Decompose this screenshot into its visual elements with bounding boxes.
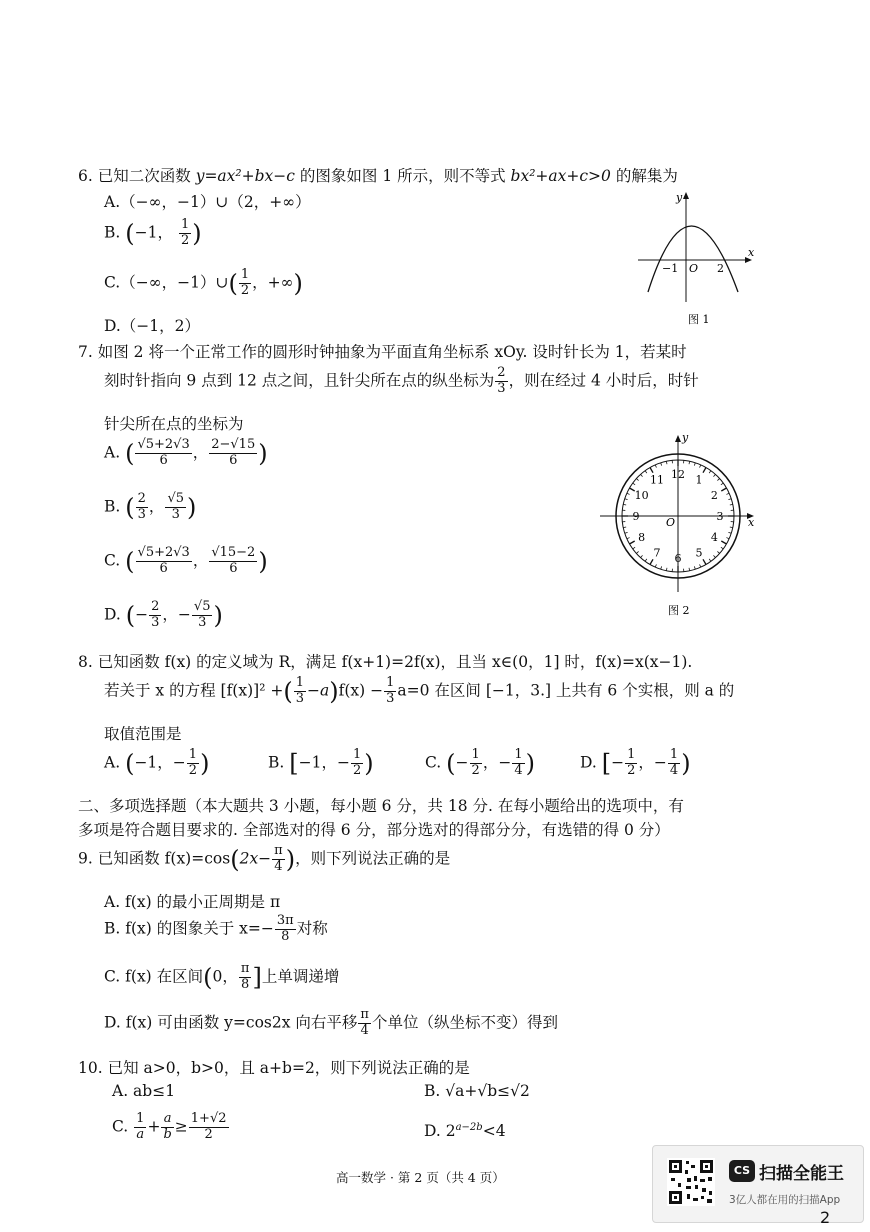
clock-tick <box>721 488 726 491</box>
q6-option-a: A.（−∞，−1）∪（2，+∞） <box>104 193 311 211</box>
clock-tick <box>700 564 701 567</box>
q9-option-a: A. f(x) 的最小正周期是 π <box>104 893 281 911</box>
clock-tick <box>623 504 626 505</box>
q10-option-c: C. $\frac{1}{a}$ + $\frac{a}{b}$ ≥ $\frac{1+√2}{2}$ <box>112 1111 227 1142</box>
clock-tick <box>721 483 723 485</box>
clock-hour-6: 6 <box>674 552 682 565</box>
clock-tick <box>645 559 647 561</box>
clock-tick <box>627 493 630 494</box>
clock-tick <box>633 547 635 549</box>
q6-stem-a: 已知二次函数 <box>97 167 191 185</box>
figure-1-origin: O <box>689 262 699 275</box>
q10-option-b: B. √a+√b≤√2 <box>424 1082 530 1100</box>
camscanner-logo: CS <box>729 1160 755 1182</box>
clock-tick <box>728 532 731 533</box>
clock-tick <box>730 504 733 505</box>
clock-tick <box>630 541 635 544</box>
clock-tick <box>661 463 662 466</box>
q6-inequality: bx²+ax+c>0 <box>510 167 611 185</box>
clock-hour-1: 1 <box>695 473 703 487</box>
q6-option-b: B. (−1， $\frac{1}{2}$ ) <box>104 217 202 248</box>
figure-1-tick-2: 2 <box>717 262 724 275</box>
q9-option-d: D. f(x) 可由函数 y=cos2x 向右平移 $\frac{\pi}{4}$ 个单位（纵坐标不变）得到 <box>104 1007 558 1038</box>
clock-tick <box>655 564 656 567</box>
q7-option-b: B. ( $\frac{2}{3}$ ， $\frac{√5}{3}$ ) <box>104 491 197 522</box>
camscanner-tagline: 3亿人都在用的扫描App <box>729 1194 841 1206</box>
clock-tick <box>721 541 726 544</box>
q8-line2: 若关于 x 的方程 [f(x)]² +( $\frac{1}{3}$ −a)f(x) − $\frac{1}{3}$ a=0 在区间 [−1，3.] 上共有 6 个实根，则 a 的 <box>104 675 735 706</box>
clock-hour-9: 9 <box>632 510 640 523</box>
clock-hour-10: 10 <box>634 489 649 502</box>
clock-hour-2: 2 <box>710 489 718 502</box>
clock-tick <box>666 461 667 464</box>
q7-option-d: D. (− $\frac{2}{3}$ ，− $\frac{√5}{3}$ ) <box>104 599 223 630</box>
figure-1-y-label: y <box>676 191 683 204</box>
clock-tick <box>726 538 729 539</box>
clock-tick <box>730 527 733 528</box>
clock-hour-7: 7 <box>653 546 661 560</box>
q7-two-thirds: $\frac{2}{3}$ <box>497 365 506 396</box>
q7-option-c: C. ( $\frac{√5+2√3}{6}$ ， $\frac{√15-2}{6}$ ) <box>104 545 268 576</box>
q7-option-a: A. ( $\frac{√5+2√3}{6}$ ， $\frac{2-√15}{6}$ ) <box>104 437 268 468</box>
q6-number: 6. <box>78 167 93 185</box>
q6-option-c: C.（−∞，−1）∪( $\frac{1}{2}$ ，+∞) <box>104 267 303 298</box>
clock-hour-3: 3 <box>716 510 724 523</box>
clock-tick <box>636 551 638 553</box>
figure-1-caption: 图 1 <box>688 313 710 326</box>
clock-tick <box>703 468 706 473</box>
clock-tick <box>689 461 690 464</box>
q7-line2: 刻时针指向 9 点到 12 点之间，且针尖所在点的纵坐标为 $\frac{2}{3}$ ，则在经过 4 小时后，时针 <box>104 365 699 396</box>
clock-tick <box>717 479 719 481</box>
q6-stem-c: 的解集为 <box>615 167 678 185</box>
q10-option-a: A. ab≤1 <box>112 1082 176 1100</box>
clock-tick <box>689 568 690 571</box>
figure-2-y-label: y <box>682 432 689 444</box>
q8-option-c: C. (− $\frac{1}{2}$ ，− $\frac{1}{4}$ ) <box>425 747 535 778</box>
q6-stem <box>78 164 678 186</box>
clock-tick <box>625 532 628 533</box>
figure-2-x-label: x <box>748 516 755 529</box>
q8-line1: 8. 已知函数 f(x) 的定义域为 R，满足 f(x+1)=2f(x)，且当 x∈(0，1] 时，f(x)=x(x−1). <box>78 653 693 671</box>
clock-tick <box>627 538 630 539</box>
clock-tick <box>703 559 706 564</box>
q7-line3: 针尖所在点的坐标为 <box>104 415 244 433</box>
clock-tick <box>717 551 719 553</box>
clock-tick <box>713 555 715 557</box>
clock-tick <box>650 468 653 473</box>
q10-stem: 10. 已知 a>0，b>0，且 a+b=2，则下列说法正确的是 <box>78 1059 470 1077</box>
clock-hour-12: 12 <box>671 468 685 481</box>
q6-stem-b: 的图象如图 1 所示，则不等式 <box>299 167 506 185</box>
camscanner-badge <box>652 1145 864 1223</box>
figure-1-x-label: x <box>748 246 755 259</box>
clock-tick <box>709 559 711 561</box>
clock-tick <box>666 568 667 571</box>
section-2-instructions: 多项是符合题目要求的. 全部选对的得 6 分，部分选对的得部分分，有选错的得 0 分） <box>78 821 670 839</box>
page-number: 2 <box>820 1208 831 1227</box>
clock-tick <box>641 474 643 476</box>
camscanner-brand: 扫描全能王 <box>759 1164 844 1184</box>
q8-option-d: D. [− $\frac{1}{2}$ ，− $\frac{1}{4}$ ) <box>580 747 691 778</box>
figure-1-parabola <box>630 190 760 330</box>
clock-tick <box>625 499 628 500</box>
q9-option-b: B. f(x) 的图象关于 x=− $\frac{3\pi}{8}$ 对称 <box>104 913 328 944</box>
clock-tick <box>721 547 723 549</box>
q7-line1: 7. 如图 2 将一个正常工作的圆形时钟抽象为平面直角坐标系 xOy. 设时针长为 1，若某时 <box>78 343 687 361</box>
q6-half-c: $\frac{1}{2}$ <box>240 267 250 298</box>
figure-2-origin: O <box>666 516 676 529</box>
q9-stem: 9. 已知函数 f(x)=cos(2x− $\frac{\pi}{4}$ )，则下列说法正确的是 <box>78 843 451 874</box>
q8-option-b: B. [−1，− $\frac{1}{2}$ ) <box>268 747 374 778</box>
q8-option-a: A. (−1，− $\frac{1}{2}$ ) <box>104 747 210 778</box>
clock-tick <box>694 566 695 569</box>
q9-option-c: C. f(x) 在区间(0， $\frac{\pi}{8}$ ]上单调递增 <box>104 961 340 992</box>
q6-half: $\frac{1}{2}$ <box>180 217 190 248</box>
clock-hour-5: 5 <box>695 546 703 560</box>
section-2-heading: 二、多项选择题（本大题共 3 小题，每小题 6 分，共 18 分. 在每小题给出的选项中，有 <box>78 797 684 815</box>
clock-tick <box>700 465 701 468</box>
clock-tick <box>645 471 647 473</box>
clock-hour-8: 8 <box>638 531 646 544</box>
clock-tick <box>633 483 635 485</box>
q10-option-d: D. $2^{a-2b}<4$ <box>424 1122 506 1141</box>
clock-tick <box>636 479 638 481</box>
q6-option-d: D.（−1，2） <box>104 317 201 335</box>
clock-tick <box>713 474 715 476</box>
q6-function: y=ax²+bx−c <box>195 167 295 185</box>
clock-tick <box>709 471 711 473</box>
qr-code-icon <box>667 1158 715 1206</box>
figure-2-clock <box>598 432 760 618</box>
clock-tick <box>728 499 731 500</box>
clock-tick <box>694 463 695 466</box>
clock-tick <box>726 493 729 494</box>
figure-2-caption: 图 2 <box>668 604 690 617</box>
clock-tick <box>661 566 662 569</box>
clock-hour-4: 4 <box>710 531 718 544</box>
q8-line3: 取值范围是 <box>104 725 182 743</box>
clock-tick <box>641 555 643 557</box>
clock-tick <box>655 465 656 468</box>
clock-hour-11: 11 <box>650 473 664 487</box>
page-footer: 高一数学 · 第 2 页（共 4 页） <box>336 1170 505 1185</box>
clock-tick <box>623 527 626 528</box>
figure-1-tick-neg1: −1 <box>662 262 679 275</box>
clock-tick <box>650 559 653 564</box>
